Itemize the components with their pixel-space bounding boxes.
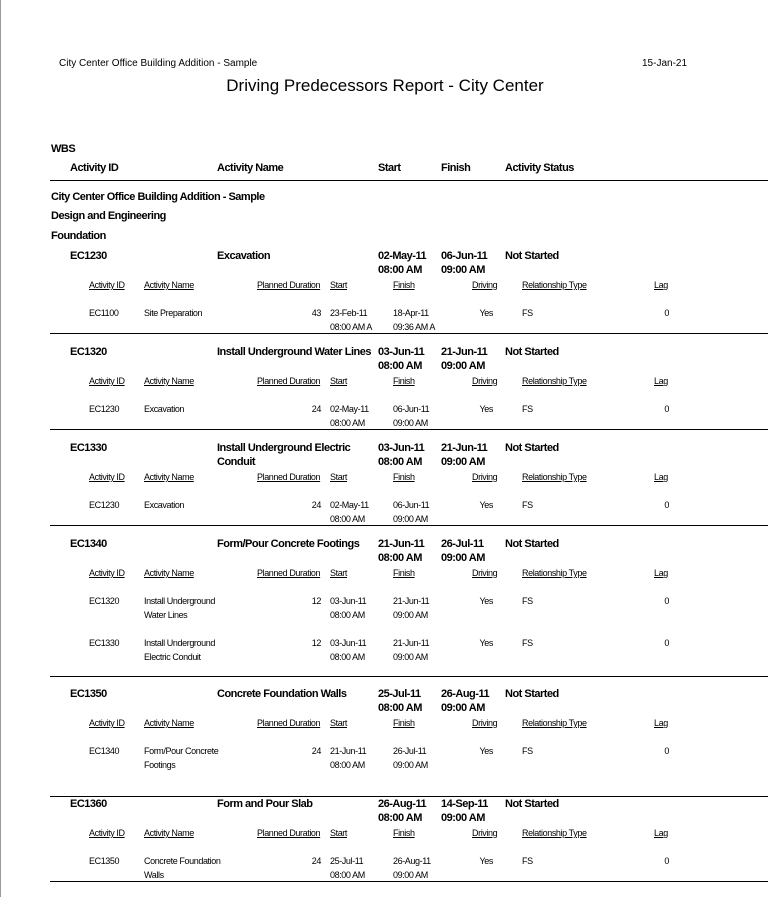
pred-planned-duration: 24 (311, 746, 321, 756)
pred-finish-time: 09:00 AM (393, 418, 428, 428)
pred-finish-date: 18-Apr-11 (393, 308, 429, 318)
activity-finish (441, 797, 488, 825)
pred-finish-date: 06-Jun-11 (393, 404, 430, 414)
pred-activity-id: EC1340 (89, 746, 120, 756)
sub-header-driving: Driving (472, 472, 498, 482)
start-time: 08:00 AM (378, 264, 422, 276)
sub-header-activity-id: Activity ID (89, 280, 125, 290)
finish-date: 21-Jun-11 (441, 442, 488, 454)
activity-status: Not Started (505, 538, 559, 550)
pred-lag: 0 (664, 746, 669, 756)
sub-header-activity-id: Activity ID (89, 472, 125, 482)
pred-lag: 0 (664, 308, 669, 318)
activity-status: Not Started (505, 798, 559, 810)
finish-date: 14-Sep-11 (441, 798, 488, 810)
wbs-group-design-engineering: Design and Engineering (51, 210, 166, 222)
start-time: 08:00 AM (378, 702, 422, 714)
start-time: 08:00 AM (378, 552, 422, 564)
pred-relationship-type: FS (522, 746, 533, 756)
sub-header-start: Start (330, 568, 348, 578)
activity-divider (50, 333, 768, 334)
start-date: 21-Jun-11 (378, 538, 425, 550)
activity-id: EC1360 (70, 798, 107, 810)
activity-id: EC1330 (70, 442, 107, 454)
report-title: Driving Predecessors Report - City Center (226, 76, 544, 95)
pred-activity-id: EC1350 (89, 856, 120, 866)
pred-planned-duration: 43 (311, 308, 321, 318)
pred-driving: Yes (479, 500, 493, 510)
sub-header-activity-name: Activity Name (144, 718, 194, 728)
sub-header-lag: Lag (654, 828, 668, 838)
activity-name-line: Concrete Foundation Walls (217, 688, 347, 700)
pred-planned-duration: 24 (311, 404, 321, 414)
sub-header-relationship-type: Relationship Type (522, 280, 587, 290)
finish-time: 09:00 AM (441, 702, 485, 714)
pred-planned-duration: 24 (311, 856, 321, 866)
pred-activity-name: Install Underground (144, 596, 215, 606)
pred-activity-name-line2: Footings (144, 760, 176, 770)
sub-header-start: Start (330, 376, 348, 386)
sub-header-planned-duration: Planned Duration (257, 718, 321, 728)
pred-lag: 0 (664, 500, 669, 510)
activity-id: EC1350 (70, 688, 107, 700)
activity-name-line: Install Underground Water Lines (217, 346, 371, 358)
activity-finish (441, 249, 487, 277)
sub-header-start: Start (330, 472, 348, 482)
sub-header-start: Start (330, 280, 348, 290)
pred-start-date: 21-Jun-11 (330, 746, 367, 756)
activity-name-line: Conduit (217, 456, 256, 468)
activity-finish (441, 441, 487, 469)
sub-header-driving: Driving (472, 718, 498, 728)
column-header-activity-id: Activity ID (70, 162, 119, 174)
sub-header-activity-id: Activity ID (89, 568, 125, 578)
pred-activity-name: Excavation (144, 404, 185, 414)
pred-start-time: 08:00 AM (330, 610, 365, 620)
pred-activity-id: EC1100 (89, 308, 119, 318)
start-date: 03-Jun-11 (378, 442, 425, 454)
sub-header-driving: Driving (472, 280, 498, 290)
activity-name (217, 345, 371, 359)
sub-header-activity-id: Activity ID (89, 376, 125, 386)
pred-finish-date: 21-Jun-11 (393, 596, 430, 606)
activity-id: EC1320 (70, 346, 107, 358)
pred-activity-name-line2: Walls (144, 870, 164, 880)
pred-activity-name: Concrete Foundation (144, 856, 221, 866)
project-name-header: City Center Office Building Addition - Sample (59, 58, 258, 69)
activity-start (378, 345, 424, 373)
pred-finish-time: 09:00 AM (393, 652, 428, 662)
pred-start-date: 25-Jul-11 (330, 856, 364, 866)
activity-id: EC1230 (70, 250, 107, 262)
activity-divider (50, 676, 768, 677)
sub-header-finish: Finish (393, 718, 415, 728)
sub-header-activity-id: Activity ID (89, 828, 125, 838)
activity-name-line: Form/Pour Concrete Footings (217, 538, 360, 550)
pred-driving: Yes (479, 746, 493, 756)
sub-header-relationship-type: Relationship Type (522, 376, 587, 386)
sub-header-relationship-type: Relationship Type (522, 718, 587, 728)
pred-start-date: 02-May-11 (330, 500, 369, 510)
sub-header-activity-id: Activity ID (89, 718, 125, 728)
activity-status: Not Started (505, 688, 559, 700)
sub-header-finish: Finish (393, 280, 415, 290)
activity-finish (441, 345, 487, 373)
pred-planned-duration: 12 (311, 638, 321, 648)
activity-start (378, 249, 426, 277)
pred-activity-name: Site Preparation (144, 308, 203, 318)
activity-name-line: Install Underground Electric (217, 442, 351, 454)
finish-time: 09:00 AM (441, 456, 485, 468)
sub-header-relationship-type: Relationship Type (522, 472, 587, 482)
activity-start (378, 537, 424, 565)
sub-header-relationship-type: Relationship Type (522, 828, 587, 838)
pred-lag: 0 (664, 596, 669, 606)
activity-id: EC1340 (70, 538, 107, 550)
pred-planned-duration: 12 (311, 596, 321, 606)
pred-relationship-type: FS (522, 638, 533, 648)
pred-start-time: 08:00 AM (330, 418, 365, 428)
activity-status: Not Started (505, 346, 559, 358)
pred-finish-time: 09:00 AM (393, 610, 428, 620)
finish-date: 26-Aug-11 (441, 688, 490, 700)
sub-header-start: Start (330, 828, 348, 838)
pred-finish-date: 06-Jun-11 (393, 500, 430, 510)
finish-date: 26-Jul-11 (441, 538, 484, 550)
finish-date: 21-Jun-11 (441, 346, 488, 358)
wbs-group-foundation: Foundation (51, 230, 106, 242)
sub-header-lag: Lag (654, 472, 668, 482)
column-header-activity-name: Activity Name (217, 162, 284, 174)
pred-driving: Yes (479, 308, 493, 318)
sub-header-activity-name: Activity Name (144, 828, 194, 838)
column-header-finish: Finish (441, 162, 471, 174)
activity-divider (50, 429, 768, 430)
start-date: 25-Jul-11 (378, 688, 421, 700)
sub-header-lag: Lag (654, 568, 668, 578)
activity-start (378, 441, 424, 469)
header-divider (50, 180, 768, 181)
pred-start-time: 08:00 AM A (330, 322, 373, 332)
pred-start-time: 08:00 AM (330, 870, 365, 880)
start-time: 08:00 AM (378, 812, 422, 824)
activity-name (217, 249, 367, 263)
finish-time: 09:00 AM (441, 552, 485, 564)
start-date: 03-Jun-11 (378, 346, 425, 358)
activity-start (378, 797, 426, 825)
activity-divider (50, 881, 768, 882)
pred-relationship-type: FS (522, 404, 533, 414)
activity-name (217, 441, 367, 469)
sub-header-finish: Finish (393, 472, 415, 482)
sub-header-start: Start (330, 718, 348, 728)
report-date: 15-Jan-21 (642, 58, 688, 69)
sub-header-lag: Lag (654, 718, 668, 728)
finish-time: 09:00 AM (441, 264, 485, 276)
sub-header-driving: Driving (472, 568, 498, 578)
sub-header-activity-name: Activity Name (144, 376, 194, 386)
project-group-label: City Center Office Building Addition - Sample (51, 191, 265, 203)
activity-name (217, 797, 367, 811)
start-time: 08:00 AM (378, 456, 422, 468)
pred-activity-name-line2: Electric Conduit (144, 652, 201, 662)
activity-start (378, 687, 422, 715)
sub-header-planned-duration: Planned Duration (257, 828, 321, 838)
pred-activity-name: Form/Pour Concrete (144, 746, 219, 756)
column-header-start: Start (378, 162, 401, 174)
pred-lag: 0 (664, 638, 669, 648)
pred-activity-id: EC1230 (89, 404, 120, 414)
pred-finish-date: 26-Jul-11 (393, 746, 427, 756)
sub-header-lag: Lag (654, 376, 668, 386)
activity-status: Not Started (505, 442, 559, 454)
start-date: 26-Aug-11 (378, 798, 427, 810)
sub-header-activity-name: Activity Name (144, 568, 194, 578)
sub-header-planned-duration: Planned Duration (257, 280, 321, 290)
pred-finish-time: 09:36 AM A (393, 322, 436, 332)
activity-name (217, 687, 367, 701)
pred-start-date: 03-Jun-11 (330, 596, 367, 606)
pred-start-time: 08:00 AM (330, 514, 365, 524)
pred-finish-time: 09:00 AM (393, 760, 428, 770)
pred-driving: Yes (479, 638, 493, 648)
pred-start-time: 08:00 AM (330, 652, 365, 662)
finish-time: 09:00 AM (441, 812, 485, 824)
sub-header-relationship-type: Relationship Type (522, 568, 587, 578)
pred-driving: Yes (479, 404, 493, 414)
sub-header-activity-name: Activity Name (144, 472, 194, 482)
pred-lag: 0 (664, 404, 669, 414)
sub-header-activity-name: Activity Name (144, 280, 194, 290)
sub-header-lag: Lag (654, 280, 668, 290)
start-date: 02-May-11 (378, 250, 427, 262)
sub-header-planned-duration: Planned Duration (257, 472, 321, 482)
finish-date: 06-Jun-11 (441, 250, 488, 262)
activity-name (217, 537, 367, 551)
pred-start-date: 03-Jun-11 (330, 638, 367, 648)
pred-activity-name: Install Underground (144, 638, 215, 648)
pred-activity-id: EC1330 (89, 638, 120, 648)
pred-lag: 0 (664, 856, 669, 866)
column-header-activity-status: Activity Status (505, 162, 574, 174)
pred-finish-time: 09:00 AM (393, 514, 428, 524)
pred-relationship-type: FS (522, 856, 533, 866)
activity-status: Not Started (505, 250, 559, 262)
sub-header-planned-duration: Planned Duration (257, 568, 321, 578)
pred-relationship-type: FS (522, 308, 533, 318)
sub-header-finish: Finish (393, 376, 415, 386)
activity-name-line: Excavation (217, 250, 271, 262)
activity-divider (50, 525, 768, 526)
pred-planned-duration: 24 (311, 500, 321, 510)
sub-header-driving: Driving (472, 376, 498, 386)
finish-time: 09:00 AM (441, 360, 485, 372)
pred-activity-id: EC1320 (89, 596, 120, 606)
pred-activity-id: EC1230 (89, 500, 120, 510)
pred-driving: Yes (479, 596, 493, 606)
pred-relationship-type: FS (522, 596, 533, 606)
pred-driving: Yes (479, 856, 493, 866)
pred-finish-time: 09:00 AM (393, 870, 428, 880)
activity-name-line: Form and Pour Slab (217, 798, 313, 810)
pred-activity-name: Excavation (144, 500, 185, 510)
sub-header-finish: Finish (393, 828, 415, 838)
pred-relationship-type: FS (522, 500, 533, 510)
sub-header-finish: Finish (393, 568, 415, 578)
activity-finish (441, 687, 489, 715)
activity-finish (441, 537, 485, 565)
pred-finish-date: 26-Aug-11 (393, 856, 431, 866)
pred-start-time: 08:00 AM (330, 760, 365, 770)
pred-activity-name-line2: Water Lines (144, 610, 188, 620)
pred-finish-date: 21-Jun-11 (393, 638, 430, 648)
start-time: 08:00 AM (378, 360, 422, 372)
pred-start-date: 23-Feb-11 (330, 308, 368, 318)
sub-header-planned-duration: Planned Duration (257, 376, 321, 386)
pred-start-date: 02-May-11 (330, 404, 369, 414)
sub-header-driving: Driving (472, 828, 498, 838)
column-header-wbs: WBS (51, 143, 76, 155)
